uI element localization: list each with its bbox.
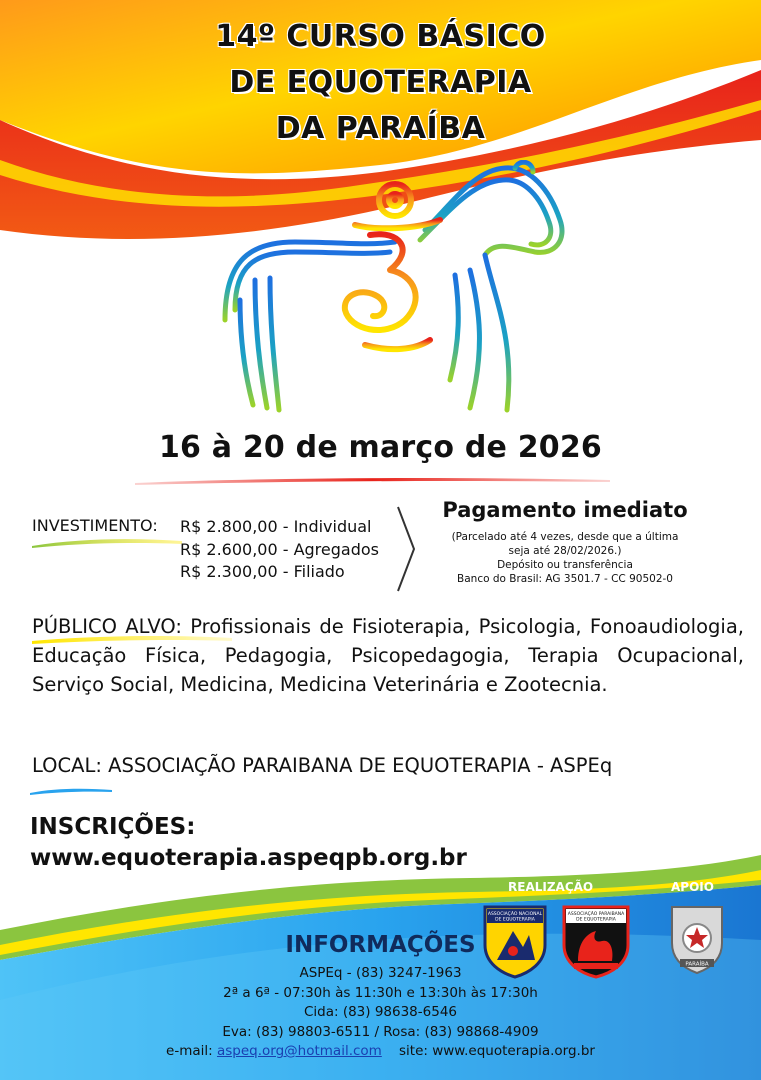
info-phone: ASPEq - (83) 3247-1963 bbox=[299, 965, 462, 981]
pm-badge-text: PARAÍBA bbox=[685, 961, 709, 968]
investimento-label: INVESTIMENTO: bbox=[32, 516, 158, 535]
price-individual: R$ 2.800,00 - Individual bbox=[180, 517, 372, 536]
publico-text: : Profissionais de Fisioterapia, Psicologia, Fonoaudiologia, Educação Física, Pedagogia, Psicopedagogia, Terapia Ocupacional, Serviço Social, Medicina, Medicina Veterinária e Zootecnia. bbox=[32, 615, 744, 696]
pagamento-deposito: Depósito ou transferência bbox=[497, 559, 633, 571]
investimento-prices bbox=[180, 516, 379, 584]
inscricoes-label: INSCRIÇÕES: bbox=[30, 814, 196, 840]
course-title bbox=[0, 14, 761, 152]
email-label: e-mail: bbox=[166, 1043, 213, 1059]
title-line-1: 14º CURSO BÁSICO bbox=[215, 19, 546, 54]
aspeq-badge-text: ASSOCIAÇÃO PARAIBANA bbox=[567, 912, 625, 917]
publico-label: PÚBLICO ALVO bbox=[32, 615, 176, 638]
informacoes-title: INFORMAÇÕES bbox=[285, 932, 476, 958]
site-link[interactable]: site: www.equoterapia.org.br bbox=[399, 1043, 595, 1059]
course-date: 16 à 20 de março de 2026 bbox=[158, 430, 603, 465]
chevron-right-icon bbox=[395, 505, 417, 593]
apoio-label: APOIO bbox=[671, 880, 714, 894]
price-filiado: R$ 2.300,00 - Filiado bbox=[180, 562, 345, 581]
local-highlight bbox=[30, 787, 112, 795]
email-link[interactable]: aspeq.org@hotmail.com bbox=[216, 1043, 382, 1059]
equotherapy-logo bbox=[215, 160, 575, 430]
pagamento-title: Pagamento imediato bbox=[442, 498, 688, 522]
svg-text:DE EQUOTERAPIA: DE EQUOTERAPIA bbox=[495, 917, 535, 923]
svg-text:DE EQUOTERAPIA: DE EQUOTERAPIA bbox=[576, 917, 616, 923]
realizacao-label: REALIZAÇÃO bbox=[508, 880, 594, 894]
price-agregados: R$ 2.600,00 - Agregados bbox=[180, 539, 379, 559]
title-line-2: DE EQUOTERAPIA bbox=[229, 65, 532, 100]
pagamento-note-1: (Parcelado até 4 vezes, desde que a última bbox=[451, 531, 679, 543]
date-underline bbox=[135, 477, 610, 485]
pagamento-note-2: seja até 28/02/2026.) bbox=[508, 545, 622, 557]
pagamento-banco: Banco do Brasil: AG 3501.7 - CC 90502-0 bbox=[457, 573, 673, 585]
info-eva-rosa: Eva: (83) 98803-6511 / Rosa: (83) 98868-4909 bbox=[222, 1023, 539, 1040]
pagamento-details bbox=[420, 530, 710, 586]
info-contact-line bbox=[0, 1042, 761, 1062]
informacoes-block bbox=[0, 964, 761, 1062]
info-cida: Cida: (83) 98638-6546 bbox=[303, 1004, 458, 1020]
inscricoes-url[interactable]: www.equoterapia.aspeqpb.org.br bbox=[30, 845, 467, 871]
ande-badge-text: ASSOCIAÇÃO NACIONAL bbox=[487, 912, 543, 917]
info-hours: 2ª a 6ª - 07:30h às 11:30h e 13:30h às 17:30h bbox=[223, 984, 538, 1001]
title-line-3: DA PARAÍBA bbox=[275, 111, 486, 146]
publico-alvo bbox=[32, 612, 744, 699]
investimento-highlight bbox=[32, 536, 182, 548]
local: LOCAL: ASSOCIAÇÃO PARAIBANA DE EQUOTERAPIA - ASPEq bbox=[32, 754, 613, 777]
